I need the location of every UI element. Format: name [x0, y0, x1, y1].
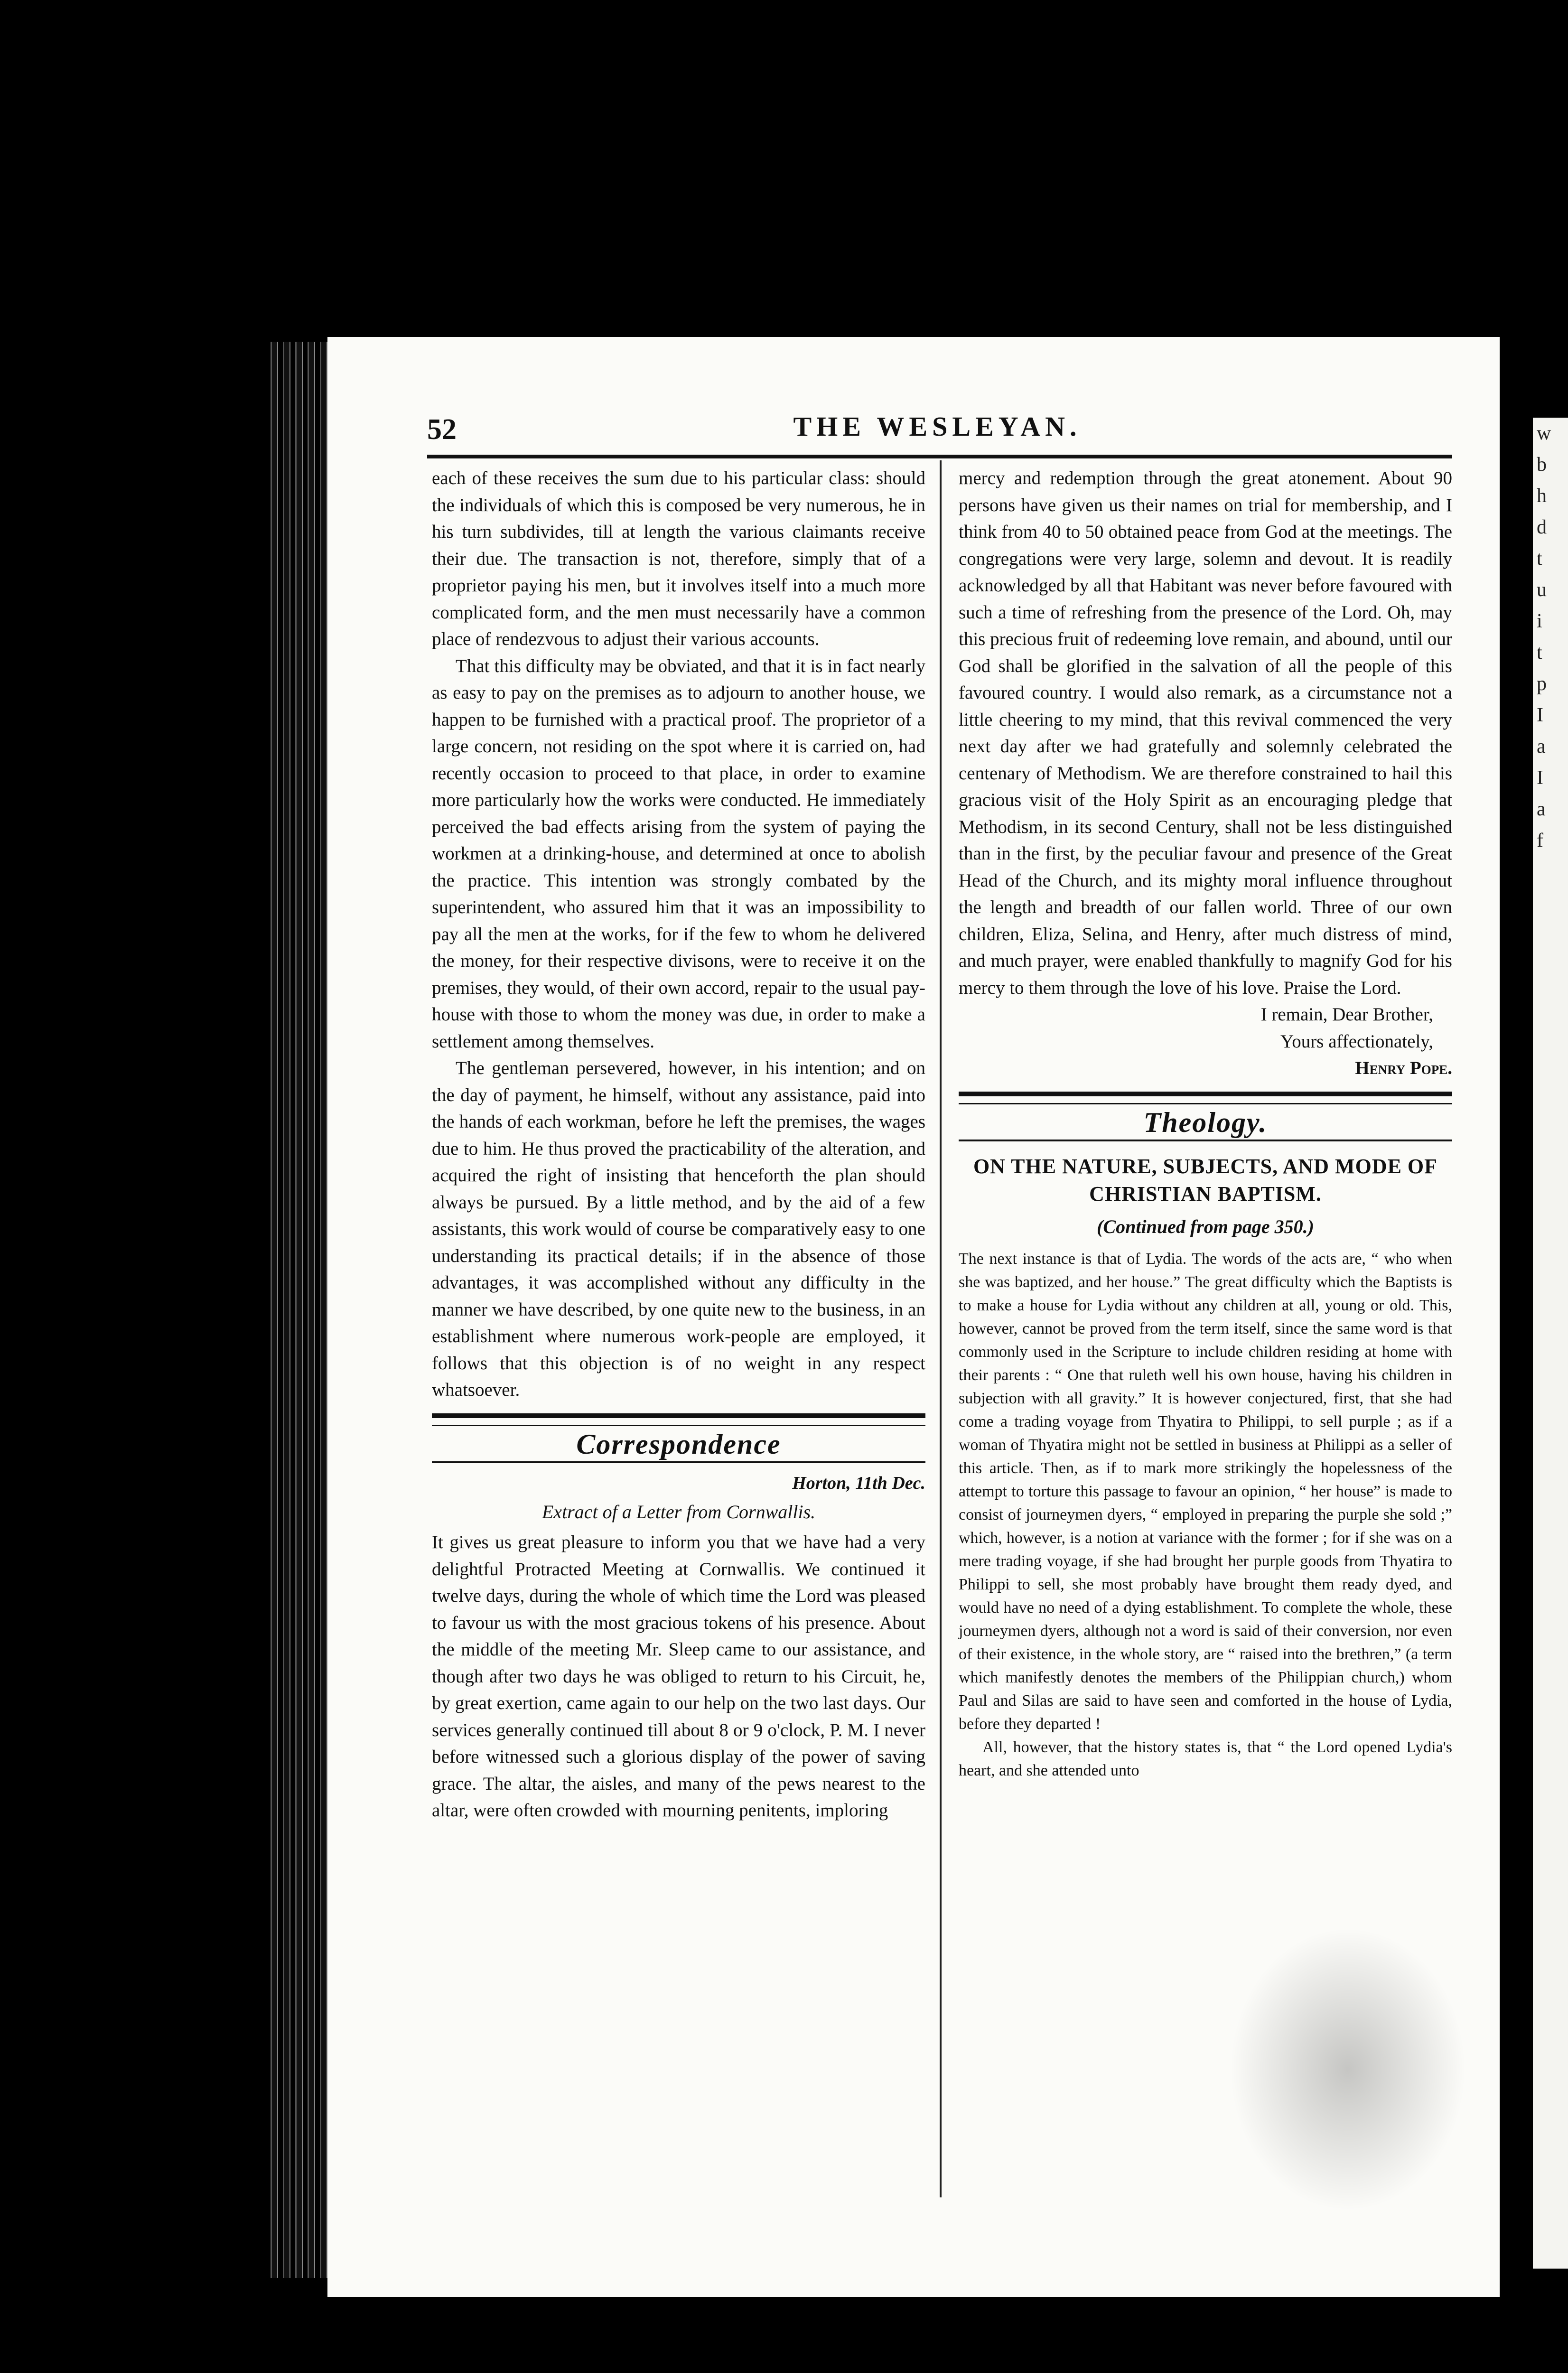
paragraph: each of these receives the sum due to his particular class: should the individuals of which this is composed be very numerous, he in his turn subdivides, till at length the various claimants receive their due. The transaction is not, therefore, simply that of a proprietor paying his men, but it involves itself into a much more complicated form, and the men must necessarily have a common place of rendezvous to adjust their various accounts. — [432, 468, 925, 649]
extract-title: Extract of a Letter from Cornwallis. — [541, 1501, 816, 1523]
closing-line: I remain, Dear Brother, — [1260, 1004, 1433, 1025]
dateline: Horton, 11th Dec. — [792, 1473, 925, 1493]
edge-letter: a — [1537, 798, 1546, 820]
letter-body: It gives us great pleasure to inform you that we have had a very delightful Protracted Meeting at Cornwallis. We continued it twelve days, during the whole of which time the Lord was pleased to favour us with the most gracious tokens of his presence. About the middle of the meeting Mr. Sleep came to our assistance, and though after two days he was obliged to return to his Circuit, he, by great exertion, came again to our help on the two last days. Our services generally continued till about 8 or 9 o'clock, P. M. I never before witnessed such a glorious display of the power of saving grace. The altar, the aisles, and many of the pews nearest to the altar, were often crowded with mourning penitents, imploring — [432, 1532, 925, 1821]
running-title: THE WESLEYAN. — [793, 411, 1082, 442]
edge-letter: I — [1537, 704, 1543, 726]
print-smudge — [1229, 1927, 1466, 2212]
edge-letter: p — [1537, 673, 1547, 695]
right-column — [959, 465, 1452, 1782]
letter-continued: mercy and redemption through the great atonement. About 90 persons have given us their names on trial for membership, and I think from 40 to 50 obtained peace from God at the meetings. The congregations were very large, solemn and devout. It is readily acknowledged by all that Habitant was never before favoured with such a time of refreshing from the presence of the Lord. Oh, may this precious fruit of redeeming love remain, and abound, until our God shall be glorified in the salvation of all the people of this favoured country. I would also remark, as a circumstance not a little cheering to my mind, that this revival commenced the very next day after we had gratefully and solemnly celebrated the centenary of Methodism. We are therefore constrained to hail this gracious visit of the Holy Spirit as an encouraging pledge that Methodism, in its second Century, shall not be less distinguished than in the first, by the peculiar favour and presence of the Great Head of the Church, and its mighty moral influence throughout the length and breadth of our fallen world. Three of our own children, Eliza, Selina, and Henry, after much distress of mind, and much prayer, were enabled thankfully to magnify God for his mercy to them through the love of his love. Praise the Lord. — [959, 468, 1452, 998]
edge-letter: t — [1537, 642, 1542, 663]
column-divider — [940, 460, 942, 2197]
section-rule — [959, 1140, 1452, 1141]
section-heading-correspondence: Correspondence — [576, 1428, 781, 1460]
edge-letter: a — [1537, 736, 1546, 757]
article-title: ON THE NATURE, SUBJECTS, AND MODE OF CHRISTIAN BAPTISM. — [973, 1155, 1438, 1205]
edge-letter: f — [1537, 830, 1543, 851]
page-header — [427, 408, 1447, 451]
paragraph: All, however, that the history states is, that “ the Lord opened Lydia's heart, and she attended unto — [959, 1738, 1452, 1779]
edge-letter: b — [1537, 454, 1547, 476]
page-gutter — [1500, 327, 1533, 2283]
header-rule — [427, 455, 1452, 458]
edge-letter: i — [1537, 610, 1542, 632]
edge-letter: t — [1537, 548, 1542, 570]
page-number: 52 — [427, 413, 457, 446]
continued-note: (Continued from page 350.) — [1097, 1216, 1314, 1237]
section-rule — [432, 1461, 925, 1463]
edge-letter: d — [1537, 516, 1547, 538]
edge-letter: I — [1537, 767, 1543, 789]
paragraph: The next instance is that of Lydia. The words of the acts are, “ who when she was baptized, and her house.” The great difficulty which the Baptists is to make a house for Lydia without any children at all, young or old. This, however, cannot be proved from the term itself, since the same word is that commonly used in the Scripture to include children residing at home with their parents : “ One that ruleth well his own house, having his children in subjection with all gravity.” It is however conjectured, first, that she had come a trading voyage from Thyatira to Philippi, to sell purple ; as if a woman of Thyatira might not be settled in business at Philippi as a seller of this article. Then, as if to mark more strikingly the hopelessness of the attempt to torture this passage to favour an opinion, “ her house” is made to consist of journeymen dyers, “ employed in preparing the purple she sold ;” which, however, is a notion at variance with the former ; for if she was on a mere trading voyage, if she had brought her purple goods from Thyatira to Philippi to sell, she most probably have brought them ready dyed, and would have no need of a dying establishment. To complete the whole, these journeymen dyers, although not a word is said of their conversion, nor even of their existence, in the whole story, are “ raised into the brethren,” (a term which manifestly denotes the members of the Philippian church,) whom Paul and Silas are said to have seen and comforted in the house of Lydia, before they departed ! — [959, 1250, 1452, 1733]
signature: Henry Pope. — [1355, 1058, 1452, 1078]
section-rule — [432, 1413, 925, 1426]
valediction: Yours affectionately, — [1280, 1031, 1433, 1052]
edge-letter: h — [1537, 485, 1547, 507]
edge-letter: u — [1537, 579, 1547, 601]
paragraph: That this difficulty may be obviated, and that it is in fact nearly as easy to pay on the premises as to adjourn to another house, we happen to be furnished with a practical proof. The proprietor of a large concern, not residing on the spot where it is carried on, had recently occasion to proceed to that place, in order to examine more particularly how the works were conducted. He immediately perceived the bad effects arising from the system of paying the workmen at a drinking-house, and determined at once to abolish the practice. This intention was strongly combated by the superintendent, who assured him that it was an impossibility to pay all the men at the works, for if the few to whom he delivered the money, for their respective divisons, were to receive it on the premises, they would, of their own accord, repair to the usual pay-house with those to whom the money was due, in order to make a settlement among themselves. — [432, 655, 925, 1052]
edge-letter: w — [1537, 422, 1551, 444]
paragraph: The gentleman persevered, however, in his intention; and on the day of payment, he himself, without any assistance, paid into the hands of each workman, before he left the premises, the wages due to him. He thus proved the practicability of the alteration, and acquired the right of insisting that henceforth the plan should always be pursued. By a little method, and by the aid of a few assistants, this work would of course be comparatively easy to one understanding its practical details; if in the absence of those advantages, it was accomplished without any difficulty in the manner we have described, by one quite new to the business, in an establishment where numerous work-people are employed, it follows that this objection is of no weight in any respect whatsoever. — [432, 1058, 925, 1400]
section-rule — [959, 1092, 1452, 1104]
newspaper-page — [327, 337, 1500, 2297]
book-binding — [266, 342, 327, 2278]
adjacent-page-edge — [1533, 418, 1568, 2269]
left-column — [432, 465, 925, 1824]
section-heading-theology: Theology. — [1143, 1106, 1268, 1138]
